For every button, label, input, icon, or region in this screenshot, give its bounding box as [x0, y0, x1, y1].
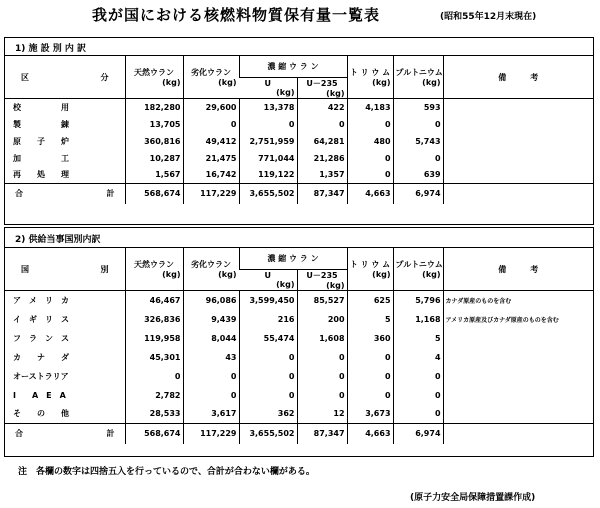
cell-natural: 326,836 — [125, 310, 183, 329]
cell-thorium: 5 — [347, 310, 393, 329]
cell-depleted: 96,086 — [183, 291, 239, 310]
cell-depleted: 49,412 — [183, 133, 239, 150]
cell-plutonium: 639 — [393, 167, 443, 184]
footnote: 注 各欄の数字は四捨五入を行っているので、合計が合わない欄がある。 — [18, 467, 315, 477]
cell-u235: 64,281 — [297, 133, 347, 150]
cell-remark — [443, 167, 593, 184]
cell-depleted: 0 — [183, 386, 239, 405]
total-u235: 87,347 — [297, 184, 347, 204]
total-natural: 568,674 — [125, 424, 183, 444]
cell-natural: 1,567 — [125, 167, 183, 184]
cell-remark — [443, 133, 593, 150]
cell-enriched-u: 0 — [239, 116, 297, 133]
cell-remark: カナダ原産のものを含む — [443, 291, 593, 310]
cell-plutonium: 1,168 — [393, 310, 443, 329]
cell-remark — [443, 367, 593, 386]
cell-enriched-u: 0 — [239, 348, 297, 367]
cell-plutonium: 0 — [393, 367, 443, 386]
enriched-uranium-header: 濃 縮 ウ ラ ン — [239, 248, 347, 270]
cell-thorium: 0 — [347, 167, 393, 184]
plutonium-header: プルトニウム (kg) — [393, 56, 443, 99]
cell-remark — [443, 150, 593, 167]
total-thorium: 4,663 — [347, 424, 393, 444]
cell-enriched-u: 0 — [239, 386, 297, 405]
as-of-date: (昭和55年12月末現在) — [440, 12, 537, 22]
row-label: フ ラ ン ス — [13, 333, 69, 343]
cell-remark — [443, 348, 593, 367]
cell-enriched-u: 362 — [239, 405, 297, 424]
table-row — [5, 329, 593, 348]
cell-natural: 46,467 — [125, 291, 183, 310]
cell-thorium: 360 — [347, 329, 393, 348]
total-plutonium: 6,974 — [393, 424, 443, 444]
row-label: 再 処 理 — [13, 170, 69, 180]
cell-natural: 119,958 — [125, 329, 183, 348]
table-row — [5, 291, 593, 310]
total-label: 合 計 — [5, 184, 125, 204]
cell-natural: 2,782 — [125, 386, 183, 405]
cell-enriched-u: 216 — [239, 310, 297, 329]
cell-remark — [443, 329, 593, 348]
cell-u235: 200 — [297, 310, 347, 329]
cell-thorium: 4,183 — [347, 99, 393, 116]
total-row — [5, 424, 593, 444]
cell-remark — [443, 386, 593, 405]
cell-enriched-u: 0 — [239, 367, 297, 386]
cell-natural: 10,287 — [125, 150, 183, 167]
cell-thorium: 0 — [347, 116, 393, 133]
total-enriched-u: 3,655,502 — [239, 424, 297, 444]
total-label: 合 計 — [5, 424, 125, 444]
plutonium-header: プルトニウム (kg) — [393, 248, 443, 291]
country-header: 国 別 — [5, 248, 125, 291]
natural-uranium-header: 天然ウラン (kg) — [125, 56, 183, 99]
table-row — [5, 405, 593, 424]
cell-u235: 1,608 — [297, 329, 347, 348]
cell-u235: 0 — [297, 348, 347, 367]
remarks-header: 備 考 — [443, 56, 593, 99]
cell-remark — [443, 184, 593, 204]
row-label: イ ギ リ ス — [13, 314, 69, 324]
remarks-header: 備 考 — [443, 248, 593, 291]
cell-plutonium: 0 — [393, 386, 443, 405]
cell-enriched-u: 13,378 — [239, 99, 297, 116]
total-depleted: 117,229 — [183, 184, 239, 204]
cell-plutonium: 4 — [393, 348, 443, 367]
cell-thorium: 0 — [347, 150, 393, 167]
total-depleted: 117,229 — [183, 424, 239, 444]
cell-depleted: 43 — [183, 348, 239, 367]
table-row — [5, 386, 593, 405]
cell-u235: 0 — [297, 367, 347, 386]
facility-breakdown-panel — [4, 37, 594, 225]
cell-u235: 12 — [297, 405, 347, 424]
cell-depleted: 8,044 — [183, 329, 239, 348]
cell-remark — [443, 116, 593, 133]
cell-u235: 422 — [297, 99, 347, 116]
row-label: オーストラリア — [13, 371, 69, 381]
cell-natural: 28,533 — [125, 405, 183, 424]
cell-depleted: 0 — [183, 116, 239, 133]
row-label: I A E A — [13, 390, 66, 400]
cell-natural: 182,280 — [125, 99, 183, 116]
cell-thorium: 0 — [347, 348, 393, 367]
table-row — [5, 133, 593, 150]
table-row — [5, 99, 593, 116]
cell-thorium: 0 — [347, 367, 393, 386]
cell-thorium: 3,673 — [347, 405, 393, 424]
row-label: ア メ リ カ — [13, 295, 69, 305]
cell-plutonium: 0 — [393, 150, 443, 167]
cell-natural: 45,301 — [125, 348, 183, 367]
enriched-u-header: U (kg) — [239, 78, 297, 99]
thorium-header: ト リ ウ ム (kg) — [347, 56, 393, 99]
total-row — [5, 184, 593, 204]
cell-plutonium: 0 — [393, 405, 443, 424]
row-label: そ の 他 — [13, 409, 69, 419]
table-row — [5, 310, 593, 329]
cell-enriched-u: 55,474 — [239, 329, 297, 348]
cell-natural: 0 — [125, 367, 183, 386]
section-heading: 1) 施 設 別 内 訳 — [15, 44, 87, 54]
cell-thorium: 625 — [347, 291, 393, 310]
table-row — [5, 348, 593, 367]
enriched-uranium-header: 濃 縮 ウ ラ ン — [239, 56, 347, 78]
cell-thorium: 0 — [347, 386, 393, 405]
table-row — [5, 116, 593, 133]
cell-u235: 21,286 — [297, 150, 347, 167]
cell-u235: 0 — [297, 116, 347, 133]
category-header: 区 分 — [5, 56, 125, 99]
thorium-header: ト リ ウ ム (kg) — [347, 248, 393, 291]
cell-depleted: 9,439 — [183, 310, 239, 329]
cell-remark — [443, 424, 593, 444]
cell-plutonium: 0 — [393, 116, 443, 133]
total-enriched-u: 3,655,502 — [239, 184, 297, 204]
total-plutonium: 6,974 — [393, 184, 443, 204]
depleted-uranium-header: 劣化ウラン (kg) — [183, 56, 239, 99]
facility-table — [5, 55, 593, 204]
cell-remark — [443, 99, 593, 116]
section-heading: 2) 供給当事国別内訳 — [15, 235, 101, 245]
cell-natural: 360,816 — [125, 133, 183, 150]
cell-u235: 0 — [297, 386, 347, 405]
cell-enriched-u: 2,751,959 — [239, 133, 297, 150]
cell-depleted: 3,617 — [183, 405, 239, 424]
table-row — [5, 150, 593, 167]
table-row — [5, 367, 593, 386]
row-label: 校 用 — [13, 102, 69, 112]
total-thorium: 4,663 — [347, 184, 393, 204]
table-row — [5, 167, 593, 184]
cell-plutonium: 5,796 — [393, 291, 443, 310]
cell-remark — [443, 405, 593, 424]
cell-u235: 1,357 — [297, 167, 347, 184]
supplier-country-panel — [4, 227, 594, 457]
total-u235: 87,347 — [297, 424, 347, 444]
row-label: カ ナ ダ — [13, 352, 69, 362]
cell-enriched-u: 119,122 — [239, 167, 297, 184]
cell-depleted: 16,742 — [183, 167, 239, 184]
cell-remark: アメリカ原産及びカナダ原産のものを含む — [443, 310, 593, 329]
enriched-u-header: U (kg) — [239, 270, 297, 291]
page-title: 我が国における核燃料物質保有量一覧表 — [92, 6, 381, 24]
cell-enriched-u: 771,044 — [239, 150, 297, 167]
cell-enriched-u: 3,599,450 — [239, 291, 297, 310]
cell-plutonium: 5 — [393, 329, 443, 348]
cell-depleted: 29,600 — [183, 99, 239, 116]
cell-thorium: 480 — [347, 133, 393, 150]
cell-u235: 85,527 — [297, 291, 347, 310]
depleted-uranium-header: 劣化ウラン (kg) — [183, 248, 239, 291]
cell-depleted: 0 — [183, 367, 239, 386]
supplier-table — [5, 247, 593, 444]
source-credit: (原子力安全局保障措置課作成) — [410, 493, 536, 503]
row-label: 製 錬 — [13, 119, 69, 129]
cell-natural: 13,705 — [125, 116, 183, 133]
natural-uranium-header: 天然ウラン (kg) — [125, 248, 183, 291]
u235-header: U－235 (kg) — [297, 78, 347, 99]
cell-plutonium: 5,743 — [393, 133, 443, 150]
row-label: 原 子 炉 — [13, 136, 69, 146]
row-label: 加 工 — [13, 153, 69, 163]
u235-header: U－235 (kg) — [297, 270, 347, 291]
cell-plutonium: 593 — [393, 99, 443, 116]
total-natural: 568,674 — [125, 184, 183, 204]
cell-depleted: 21,475 — [183, 150, 239, 167]
